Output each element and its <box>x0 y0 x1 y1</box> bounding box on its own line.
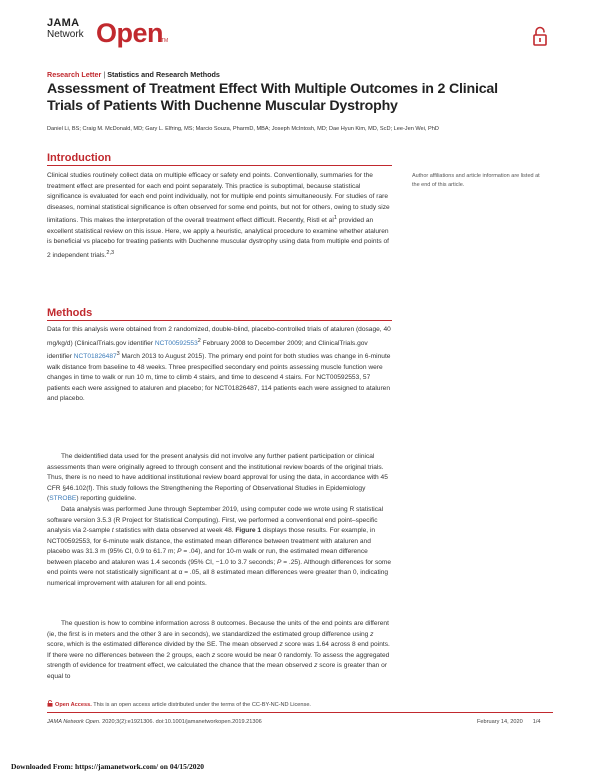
reference-1[interactable]: 1 <box>333 215 337 221</box>
p-value-symbol: P <box>177 548 182 555</box>
p-value-symbol: P <box>277 558 282 566</box>
t-statistic-symbol: t <box>111 527 114 534</box>
methods-p3-text-e: = .25). Although differences for some end points were not statistically significant at α = .05, all 8 estimated mean differences were greater than 0, indicating numerical improvement with ataluren for all end points. <box>47 558 392 587</box>
methods-p4-text-c: score was 1.64 across 8 end points. If there were no differences between the 2 groups, each <box>47 641 390 659</box>
footer-journal: JAMA Network Open <box>47 719 100 725</box>
methods-p3-text-b: statistics with data observed at week 48. <box>113 527 236 534</box>
open-access-icon <box>47 700 53 707</box>
download-stamp: Downloaded From: https://jamanetwork.com/ on 04/15/2020 <box>11 762 204 771</box>
figure-1-reference[interactable]: Figure 1 <box>235 527 262 534</box>
methods-p3-text-c: displays those results. For example, in NCT00592553, for 6-minute walk distance, the estimated mean difference between treatment with ataluren and placebo was 31.3 m (95% CI, 0.9 to 61.7 m; <box>47 527 376 555</box>
methods-paragraph-4 <box>47 619 392 695</box>
methods-p4-text-b: score, which is the estimated difference divided by the SE. The mean observed <box>47 641 280 648</box>
intro-text-a: Clinical studies routinely collect data on multiple efficacy or safety end points. Conventionally, summaries for the treatment effect are presented for each end point separately. This practice is suboptimal, because statistical significance is evaluated for each end point individually, not for multiple end points simultaneously. For studies of rare diseases, nominal statistical significance is often observed for some end points, but not for others, owing to study size limitations. This makes the interpretation of the overall treatment effect difficult. Recently, Ristl et al <box>47 172 390 225</box>
z-symbol: z <box>211 651 216 659</box>
z-symbol: z <box>370 630 374 638</box>
methods-paragraph-3 <box>47 505 392 617</box>
methods-p2-end: ) reporting guideline. <box>76 495 137 502</box>
footer-divider <box>47 712 553 713</box>
intro-text-b: provided an excellent statistical review on this issue. Here, we apply a heuristic, analytical procedure to examine whether ataluren is beneficial vs placebo for treating patients with Duchenne muscular dystrophy using data from multiple end points of 2 independent trials. <box>47 217 389 259</box>
article-type-line <box>47 70 220 79</box>
footer-citation-text[interactable]: . 2020;3(2):e1921306. doi:10.1001/jamanetworkopen.2019.21306 <box>99 719 262 725</box>
open-access-label: Open Access. <box>55 702 92 708</box>
logo-jama-text: JAMA <box>47 17 80 29</box>
methods-p1-text-a: Data for this analysis were obtained from 2 randomized, double-blind, placebo-controlled trials of ataluren (dosage, 40 mg/kg/d) (ClinicalTrials.gov identifier <box>47 326 391 347</box>
reference-2-3[interactable]: 2,3 <box>106 249 115 256</box>
methods-paragraph-2 <box>47 452 392 504</box>
logo-open-text: Open <box>96 18 164 48</box>
journal-logo[interactable] <box>47 18 177 52</box>
author-list: Daniel Li, BS; Craig M. McDonald, MD; Gary L. Elfring, MS; Marcio Souza, PharmD, MBA; Joseph McIntosh, MD; Dae Hyun Kim, MD, ScD; Lee-Jen Wei, PhD <box>47 126 439 132</box>
introduction-divider <box>47 165 392 166</box>
methods-p3-text-d: = .04), and for 10-m walk or run, the estimated mean difference between placebo and ataluren was 1.4 seconds (95% CI, −1.0 to 3.7 seconds; <box>47 548 368 566</box>
footer-date: February 14, 2020 <box>477 719 523 725</box>
methods-p3-text-a: Data analysis was performed June through September 2019, using computer code we wrote using R statistical software version 3.5.3 (R Project for Statistical Computing). First, we performed a conventional end point–specific analysis via 2-sample <box>47 506 384 534</box>
methods-heading: Methods <box>47 307 93 319</box>
open-access-notice <box>47 700 311 709</box>
reference-3[interactable]: 3 <box>116 351 120 358</box>
footer-page-number: 1/4 <box>532 719 541 725</box>
article-title: Assessment of Treatment Effect With Multiple Outcomes in 2 Clinical Trials of Patients With Duchenne Muscular Dystrophy <box>47 81 498 114</box>
methods-paragraph-1 <box>47 325 392 450</box>
article-section[interactable]: Statistics and Research Methods <box>107 70 220 79</box>
reference-2[interactable]: 2 <box>197 337 201 344</box>
trial-link-nct01826487[interactable]: NCT01826487 <box>73 353 117 361</box>
trial-link-nct00592553[interactable]: NCT00592553 <box>154 339 198 347</box>
footer-date-page <box>477 719 541 725</box>
article-type[interactable]: Research Letter <box>47 70 102 79</box>
affiliations-note: Author affiliations and article information are listed at the end of this article. <box>412 173 540 188</box>
methods-p2-text: The deidentified data used for the present analysis did not involve any further patient participation or clinical assessments than were originally agreed to through consent and the institutional review boards of the original trials. Thus, there is no need to have additional institutional review board approval for using the data, in accordance with 45 CFR §46.102(f). This study follows the Strengthening the Reporting of Observational Studies in Epidemiology ( <box>47 453 388 502</box>
methods-p4-text-e: score is greater than or equal to <box>47 662 388 680</box>
logo-network-text: Network <box>47 29 84 40</box>
introduction-heading: Introduction <box>47 152 112 164</box>
open-access-text[interactable]: This is an open access article distributed under the terms of the CC-BY-NC-ND License. <box>91 702 311 708</box>
methods-p4-text-a: The question is how to combine information across 8 outcomes. Because the units of the end points are different (ie, the first is in meters and the other 3 are in seconds), we standardized the estimated group difference using <box>47 620 389 638</box>
open-access-lock-icon <box>532 26 548 46</box>
methods-p4-text-d: score would be near 0 randomly. To assess the aggregated strength of evidence for treatment effect, we calculated the chance that the mean observed <box>47 651 390 669</box>
footer-citation <box>47 719 262 725</box>
strobe-link[interactable]: STROBE <box>49 495 77 502</box>
z-symbol: z <box>314 662 318 669</box>
article-type-separator: | <box>103 70 106 79</box>
logo-tm-text: TM <box>161 38 169 44</box>
z-symbol: z <box>279 641 283 648</box>
methods-p1-text-c: March 2013 to August 2015). The primary end point for both studies was change in 6-minute walk distance from baseline to 48 weeks. Three prespecified secondary end points assessing muscle function were changes in time to walk or run 10 m, time to climb 4 stairs, and time to descend 4 stairs. For NCT00592553, 57 patients each were assigned to ataluren and placebo; for NCT01826487, 114 patients each were assigned to ataluren and placebo. <box>47 353 391 403</box>
introduction-paragraph <box>47 171 392 301</box>
methods-p1-text-b: February 2008 to December 2009; and ClinicalTrials.gov identifier <box>47 339 368 361</box>
methods-divider <box>47 320 392 321</box>
